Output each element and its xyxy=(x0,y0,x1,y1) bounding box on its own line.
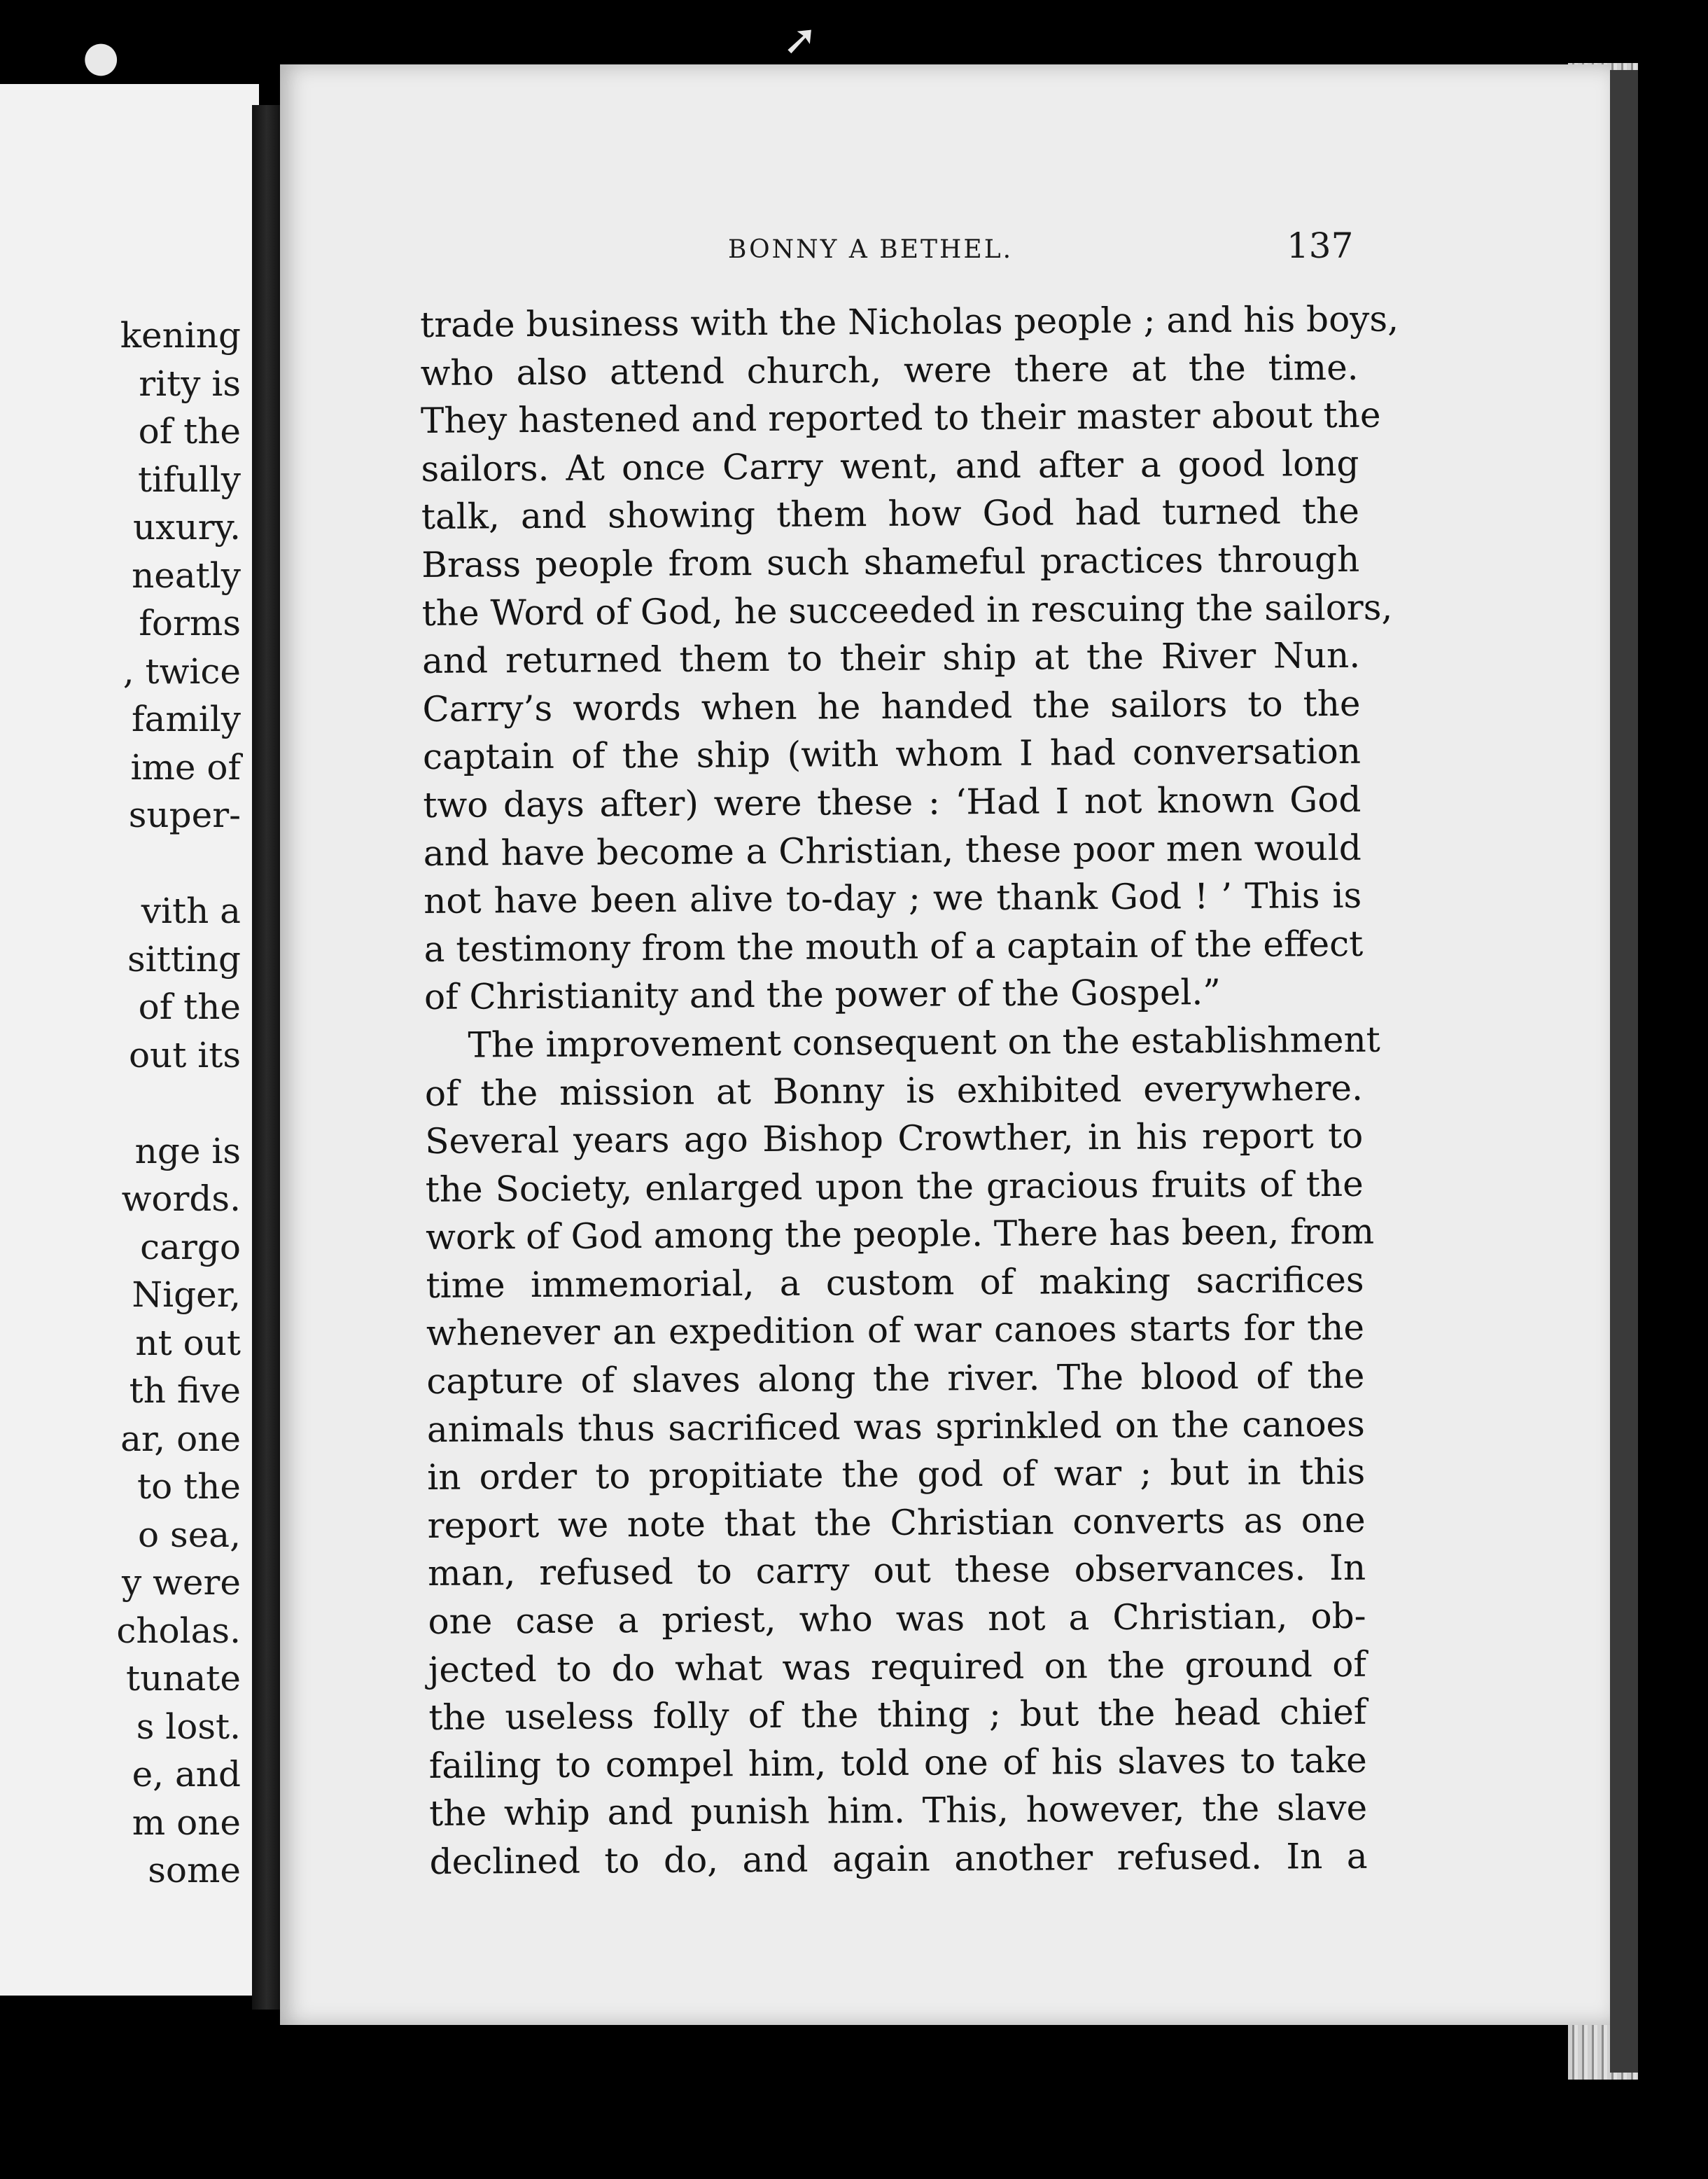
left-line: kening xyxy=(120,315,241,356)
left-line: family xyxy=(132,699,241,739)
left-line: y were xyxy=(121,1562,241,1603)
text-line: the Society, enlarged upon the gracious fruits of the xyxy=(425,1163,1364,1210)
left-line: ime of xyxy=(130,746,241,788)
left-line: tifully xyxy=(137,459,241,500)
left-facing-page xyxy=(0,84,259,1996)
text-line: a testimony from the mouth of a captain of the effect xyxy=(424,923,1364,970)
text-line: capture of slaves along the river. The blood of the xyxy=(426,1355,1365,1402)
body-text xyxy=(420,295,1399,1886)
left-line: sitting xyxy=(127,938,241,980)
left-line: cholas. xyxy=(116,1610,241,1651)
text-line: declined to do, and again another refused. In a xyxy=(429,1835,1368,1882)
text-line: two days after) were these : ‘Had I not known God xyxy=(423,779,1362,826)
text-line: and have become a Christian, these poor men would xyxy=(423,827,1362,874)
left-line: tunate xyxy=(126,1658,241,1699)
page-edge-shadow xyxy=(1610,70,1638,2073)
text-line: time immemorial, a custom of making sacrifices xyxy=(426,1259,1364,1306)
left-line: of the xyxy=(138,987,241,1027)
left-line: e, and xyxy=(132,1754,241,1795)
left-line: neatly xyxy=(132,555,241,596)
text-line: animals thus sacrificed was sprinkled on the canoes xyxy=(426,1403,1365,1450)
text-line: whenever an expedition of war canoes starts for the xyxy=(426,1307,1365,1354)
text-line: The improvement consequent on the establishment xyxy=(468,1019,1380,1066)
text-line: work of God among the people. There has been, from xyxy=(425,1211,1375,1258)
text-line: failing to compel him, told one of his slaves to take xyxy=(428,1739,1367,1786)
text-line: Carry’s words when he handed the sailors to the xyxy=(422,683,1361,730)
scan-dust-mark: ● xyxy=(83,32,120,81)
text-line: report we note that the Christian converts as one xyxy=(427,1499,1366,1546)
text-line: one case a priest, who was not a Christian, ob- xyxy=(428,1595,1366,1642)
text-line: talk, and showing them how God had turned the xyxy=(421,491,1360,538)
left-line: nge is xyxy=(134,1130,241,1171)
left-line xyxy=(3,1079,241,1127)
text-line: the whip and punish him. This, however, the slave xyxy=(429,1788,1368,1835)
left-line: vith a xyxy=(141,891,241,931)
text-line: jected to do what was required on the ground of xyxy=(428,1643,1367,1690)
left-line: , twice xyxy=(122,650,241,692)
page-number: 137 xyxy=(1287,225,1354,266)
text-line: sailors. At once Carry went, and after a good long xyxy=(421,443,1359,489)
left-line: cargo xyxy=(140,1226,241,1267)
text-line: Several years ago Bishop Crowther, in his report to xyxy=(425,1115,1364,1162)
book-gutter xyxy=(252,105,281,2010)
text-line: man, refused to carry out these observances. In xyxy=(427,1547,1366,1594)
text-line: in order to propitiate the god of war ; but in this xyxy=(427,1451,1366,1498)
text-line: captain of the ship (with whom I had conversation xyxy=(422,731,1362,778)
text-line: who also attend church, were there at the time. xyxy=(420,347,1359,394)
left-line: uxury. xyxy=(132,507,241,548)
text-line: the Word of God, he succeeded in rescuing the sailors, xyxy=(421,587,1393,634)
left-line: to the xyxy=(137,1466,241,1507)
left-line: th five xyxy=(129,1370,241,1411)
running-head: BONNY A BETHEL. xyxy=(728,235,1014,264)
left-line: Niger, xyxy=(132,1274,241,1315)
left-line: s lost. xyxy=(136,1706,241,1747)
left-page-text xyxy=(3,312,241,1895)
left-line: ar, one xyxy=(120,1418,241,1459)
left-line: out its xyxy=(128,1034,241,1075)
left-line xyxy=(3,840,241,888)
left-line: m one xyxy=(132,1802,241,1843)
left-line: super- xyxy=(128,795,241,835)
left-line: rity is xyxy=(139,363,241,404)
text-line: trade business with the Nicholas people ; and his boys, xyxy=(420,298,1399,345)
text-line: They hastened and reported to their master about the xyxy=(420,394,1381,442)
left-line: words. xyxy=(121,1178,241,1219)
scan-dust-mark: ➚ xyxy=(783,15,818,64)
left-line: nt out xyxy=(135,1322,241,1363)
text-line: and returned them to their ship at the River Nun. xyxy=(421,634,1361,682)
left-line: o sea, xyxy=(138,1514,241,1555)
left-line: of the xyxy=(138,411,241,452)
text-line: the useless folly of the thing ; but the head chief xyxy=(428,1691,1367,1739)
text-line: of Christianity and the power of the Gospel.” xyxy=(424,972,1222,1018)
left-line: forms xyxy=(139,603,241,643)
text-line: of the mission at Bonny is exhibited everywhere. xyxy=(424,1067,1364,1114)
text-line: Brass people from such shameful practices through xyxy=(421,538,1360,585)
left-line: some xyxy=(148,1850,241,1891)
text-line: not have been alive to-day ; we thank God ! ’ This is xyxy=(424,875,1362,922)
